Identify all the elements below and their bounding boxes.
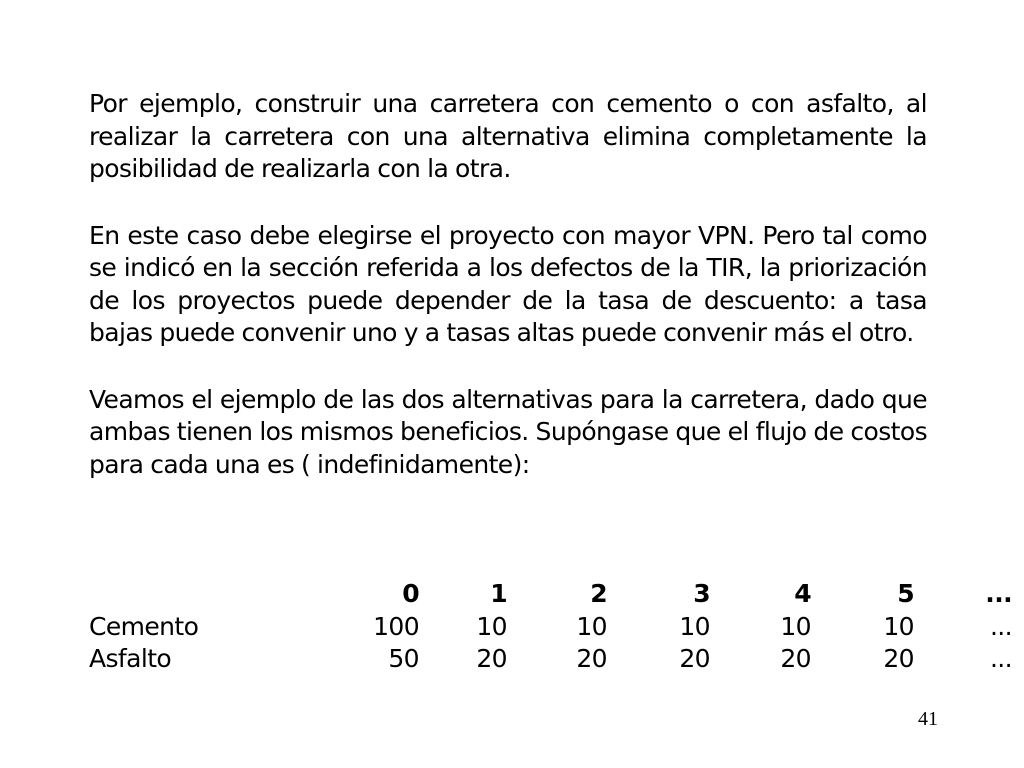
cost-flow-table <box>89 578 1012 676</box>
table-cell: ... <box>989 611 1012 641</box>
header-period: 5 <box>897 579 914 608</box>
slide-body <box>89 88 927 515</box>
table-cell: 10 <box>476 611 507 641</box>
table-cell: 10 <box>780 611 811 641</box>
table-cell: 20 <box>679 644 710 673</box>
table-cell: 20 <box>576 644 607 673</box>
table-cell: 10 <box>576 611 607 641</box>
table-cell: 20 <box>883 644 914 673</box>
row-label: Asfalto <box>89 644 172 673</box>
header-period: 0 <box>402 579 419 608</box>
table-header-row <box>89 578 1012 611</box>
paragraph-vpn-criterion: En este caso debe elegirse el proyecto con mayor VPN. Pero tal como se indicó en la sección referida a los defectos de la TIR, la priorización de los proyectos puede depender de la tasa de descuento: a tasa bajas puede convenir uno y a tasas altas puede convenir más el otro. <box>89 220 927 347</box>
header-period: 4 <box>794 579 811 608</box>
page-number: 41 <box>918 708 938 730</box>
table-cell: 20 <box>476 644 507 673</box>
table-cell: 20 <box>780 644 811 673</box>
header-period: 3 <box>693 579 710 608</box>
table-cell: ... <box>989 644 1012 673</box>
table-cell: 10 <box>679 611 710 641</box>
table-row-cemento <box>89 611 1012 644</box>
table-row-asfalto <box>89 643 1012 676</box>
header-period: 2 <box>590 579 607 608</box>
table-cell: 10 <box>883 611 914 641</box>
paragraph-cost-flow-intro: Veamos el ejemplo de las dos alternativas para la carretera, dado que ambas tienen los mismos beneficios. Supóngase que el flujo de costos para cada una es ( indefinidamente): <box>89 384 927 479</box>
header-period: ... <box>985 579 1012 608</box>
header-period: 1 <box>490 579 507 608</box>
table-cell: 100 <box>373 611 419 641</box>
paragraph-example: Por ejemplo, construir una carretera con cemento o con asfalto, al realizar la carretera con una alternativa elimina completamente la posibilidad de realizarla con la otra. <box>89 89 927 183</box>
table-cell: 50 <box>388 644 419 673</box>
row-label: Cemento <box>89 611 199 641</box>
